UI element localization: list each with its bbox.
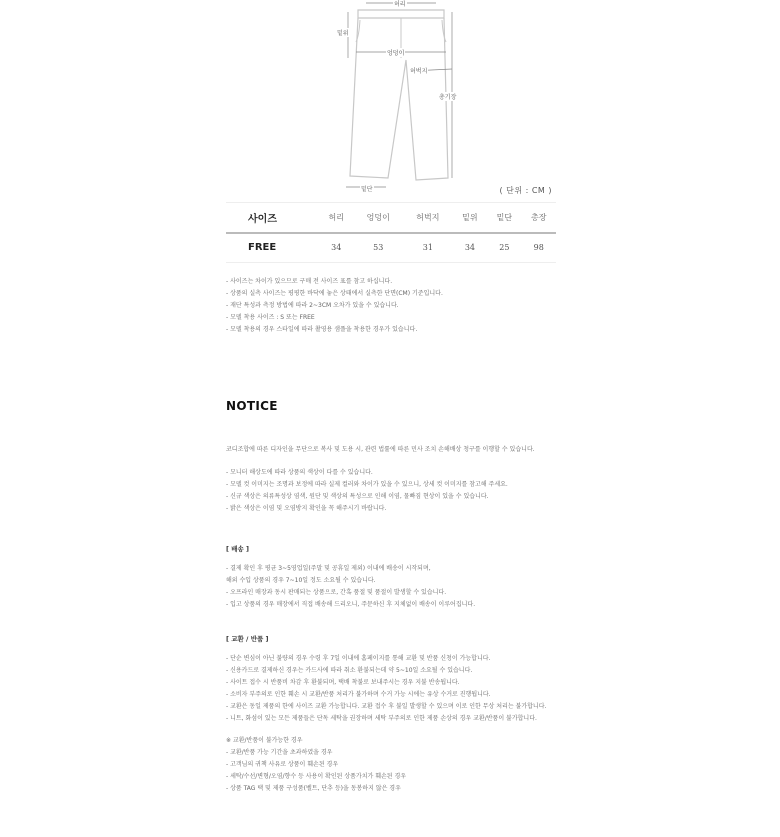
header-hem: 밑단 xyxy=(496,212,513,222)
delivery-line: - 결제 확인 후 평균 3~5영업일(주말 및 공휴일 제외) 이내에 배송이 시작되며, xyxy=(226,565,431,572)
not-allowed-title: ※ 교환/반품이 불가능한 경우 xyxy=(226,737,303,744)
notice-line: - 밝은 색상은 이염 및 오염방지 확인을 꼭 해주시기 바랍니다. xyxy=(226,505,387,512)
notice-intro-text: 코디조합에 따른 디자인을 무단으로 복사 및 도용 시, 관련 법률에 따른 민사 조치 손해배상 청구를 이행할 수 있습니다. xyxy=(226,446,535,453)
cell-waist: 34 xyxy=(331,243,342,253)
header-size: 사이즈 xyxy=(248,213,277,225)
not-allowed-line: - 세탁/수선/변형/오염/향수 등 사용이 확인된 상품가치가 훼손된 경우 xyxy=(226,773,407,780)
exchange-line: - 니트, 화섬이 있는 모든 제품들은 단독 세탁을 권장하며 세탁 부주의로 인한 제품 손상의 경우 교환/반품이 불가합니다. xyxy=(226,715,537,722)
size-note: - 모델 착용 사이즈 : S 또는 FREE xyxy=(226,314,315,321)
label-total-length: 총기장 xyxy=(439,94,457,101)
size-notes xyxy=(226,276,443,336)
exchange-title: [ 교환 / 반품 ] xyxy=(226,635,269,643)
header-total-length: 총장 xyxy=(531,212,547,222)
notice-title: NOTICE xyxy=(226,399,278,413)
exchange-section xyxy=(226,634,546,725)
notice-line: - 모니터 해상도에 따라 상품의 색상이 다를 수 있습니다. xyxy=(226,469,373,476)
label-waist: 허리 xyxy=(394,1,406,8)
label-hem: 밑단 xyxy=(361,186,373,193)
delivery-line: - 입고 상품의 경우 매장에서 직접 배송해 드리오니, 주문하신 후 지체없이 배송이 이루어집니다. xyxy=(226,601,476,608)
notice-general xyxy=(226,467,508,515)
header-thigh: 허벅지 xyxy=(416,212,440,222)
exchange-line: - 교환은 동일 제품의 한에 사이즈 교환 가능합니다. 교환 접수 후 불일 발생할 수 있으며 이로 인한 무상 처리는 불가합니다. xyxy=(226,703,547,710)
size-note: - 모델 착용의 경우 스타일에 따라 촬영용 샘플을 착용한 경우가 있습니다. xyxy=(226,326,418,333)
label-hip: 엉덩이 xyxy=(387,50,405,57)
size-table-header xyxy=(226,203,556,233)
exchange-line: - 단순 변심이 아닌 불량의 경우 수령 후 7일 이내에 홈페이지를 통해 교환 및 반품 신청이 가능합니다. xyxy=(226,655,491,662)
cell-total-length: 98 xyxy=(533,243,544,253)
header-rise: 밑위 xyxy=(462,212,478,222)
delivery-line: - 오프라인 매장과 동시 판매되는 상품으로, 간혹 품절 및 품절이 발생할 수 있습니다. xyxy=(226,589,447,596)
notice-intro xyxy=(226,444,535,456)
delivery-line: 해외 수입 상품의 경우 7~10일 정도 소요될 수 있습니다. xyxy=(226,577,376,584)
delivery-section xyxy=(226,544,475,611)
cell-thigh: 31 xyxy=(422,243,433,253)
header-waist: 허리 xyxy=(328,212,344,222)
not-allowed-line: - 교환/반품 가능 기간을 초과하였을 경우 xyxy=(226,749,333,756)
not-allowed-line: - 고객님의 귀책 사유로 상품이 훼손된 경우 xyxy=(226,761,339,768)
table-row xyxy=(226,233,556,263)
pants-measurement-diagram xyxy=(226,0,556,200)
not-allowed-section xyxy=(226,735,406,795)
exchange-line: - 신용카드로 결제하신 경우는 카드사에 따라 취소 환불되는데 약 5~10일 소요될 수 있습니다. xyxy=(226,667,473,674)
label-rise: 밑위 xyxy=(337,30,349,37)
cell-hem: 25 xyxy=(499,243,510,253)
label-thigh: 허벅지 xyxy=(410,68,428,75)
exchange-line: - 소비자 부주의로 인한 훼손 시 교환/반품 처리가 불가하며 수거 가능 시에는 유상 수거로 진행됩니다. xyxy=(226,691,491,698)
notice-line: - 모델 컷 이미지는 조명과 보정에 따라 실제 컬러와 차이가 있을 수 있으니, 상세 컷 이미지를 참고해 주세요. xyxy=(226,481,508,488)
pants-illustration xyxy=(226,0,556,200)
not-allowed-line: - 상품 TAG 택 및 제품 구성품(벨트, 단추 등)을 동봉하지 않은 경우 xyxy=(226,785,401,792)
size-note: - 재단 특성과 측정 방법에 따라 2~3CM 오차가 있을 수 있습니다. xyxy=(226,302,399,309)
notice-line: - 신규 색상은 의류특성상 염색, 원단 및 색상의 특성으로 인해 이염, 물빠짐 현상이 있을 수 있습니다. xyxy=(226,493,489,500)
unit-label: ( 단위 : CM ) xyxy=(499,186,552,195)
size-table xyxy=(226,202,556,263)
size-note: - 사이즈는 차이가 있으므로 구매 전 사이즈 표를 참고 하십니다. xyxy=(226,278,393,285)
size-note: - 상품의 실측 사이즈는 평평한 바닥에 놓은 상태에서 실측한 단면(CM) 기준입니다. xyxy=(226,290,443,297)
delivery-title: [ 배송 ] xyxy=(226,545,250,553)
exchange-line: - 사이트 접수 시 반품비 차감 후 환불되며, 택배 착불로 보내주시는 경우 지불 반송됩니다. xyxy=(226,679,460,686)
cell-size: FREE xyxy=(248,242,277,254)
cell-rise: 34 xyxy=(464,243,475,253)
cell-hip: 53 xyxy=(373,243,384,253)
header-hip: 엉덩이 xyxy=(366,212,390,222)
